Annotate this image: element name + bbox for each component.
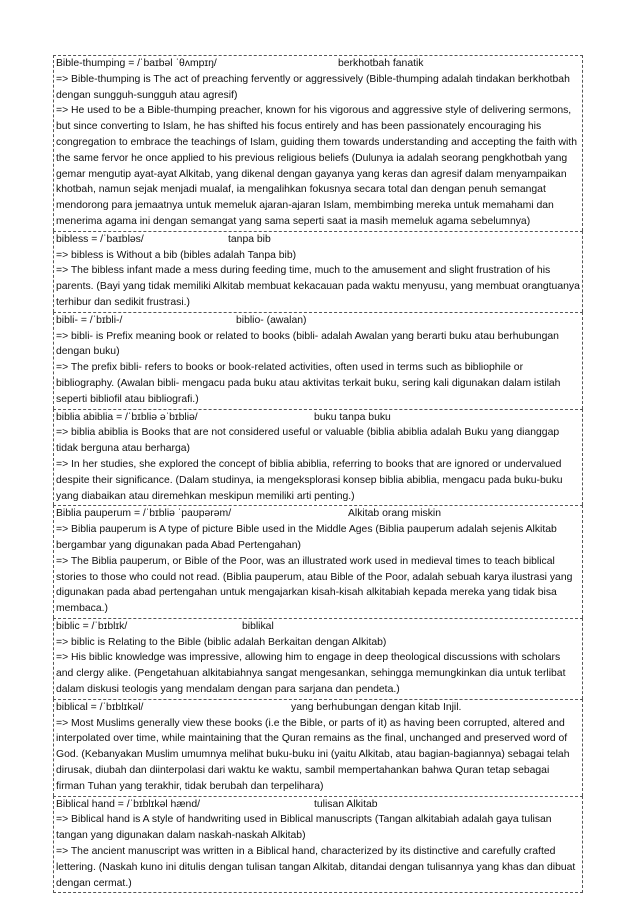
headword: biblic = /ˈbɪblɪk/: [56, 620, 128, 632]
headword: biblical = /ˈbɪblɪkəl/: [56, 701, 144, 713]
translation: biblikal: [242, 620, 274, 632]
definition: => biblic is Relating to the Bible (biblic adalah Berkaitan dengan Alkitab): [56, 636, 387, 648]
entry-header: [56, 313, 580, 329]
example: => The ancient manuscript was written in a Biblical hand, characterized by its distinctive and carefully crafted lettering. (Naskah kuno ini ditulis dengan tulisan tangan Alkitab, ditandai dengan tulisannya yang khas dan dibuat dengan cermat.): [56, 846, 576, 889]
example: => He used to be a Bible-thumping preacher, known for his vigorous and aggressive style of delivering sermons, but since converting to Islam, he has shifted his focus entirely and has been passionately encouraging his congregation to embrace the teachings of Islam, guiding them towards understanding and accepting the faith with the same fervor he once applied to his previous religious beliefs (Dulunya ia adalah seorang pengkhotbah yang gemar mengutip ayat-ayat Alkitab, yang dikenal dengan gayanya yang keras dan agresif dalam menyampaikan khotbah, namun sejak menjadi mualaf, ia mengalihkan fokusnya secara total dan dengan penuh semangat mendorong para jemaatnya untuk memeluk ajaran-ajaran Islam, membimbing mereka untuk memahami dan menerima agama ini dengan semangat yang sama seperti saat ia masih memeluk agama sebelumnya): [56, 105, 578, 227]
entry-bibli: [53, 312, 583, 409]
definition: => Bible-thumping is The act of preaching fervently or aggressively (Bible-thumping adalah tindakan berkhotbah dengan sungguh-sungguh atau agresif): [56, 73, 570, 101]
definition: => bibli- is Prefix meaning book or related to books (bibli- adalah Awalan yang berarti buku atau berhubungan dengan buku): [56, 330, 559, 358]
example: => The bibless infant made a mess during feeding time, much to the amusement and slight frustration of his parents. (Bayi yang tidak memiliki Alkitab membuat kekacauan pada waktu menyusu, yang membuat orangtuanya terhibur dan sedikit frustrasi.): [56, 265, 580, 308]
entry-header: [56, 232, 580, 248]
headword: Biblia pauperum = /ˈbɪbliə ˈpaʊpərəm/: [56, 508, 232, 520]
entry-header: [56, 700, 580, 716]
definition: => Biblia pauperum is A type of picture Bible used in the Middle Ages (Biblia pauperum adalah sejenis Alkitab bergambar yang digunakan pada Abad Pertengahan): [56, 524, 557, 551]
headword: Biblical hand = /ˈbɪblɪkəl hænd/: [56, 798, 201, 810]
definition: => bibless is Without a bib (bibles adalah Tanpa bib): [56, 249, 297, 261]
example: => Most Muslims generally view these books (i.e the Bible, or parts of it) as having been corrupted, altered and interpolated over time, while maintaining that the Quran remains as the final, unchanged and preserved word of God. (Kebanyakan Muslim umumnya melihat buku-buku ini (yaitu Alkitab, atau bagian-bagiannya) sebagai telah dirusak, diubah dan diinterpolasi dari waktu ke waktu, sambil mempertahankan bahwa Quran tetap sebagai firman Tuhan yang terakhir, tidak berubah dan terpelihara): [56, 717, 570, 792]
example: => His biblic knowledge was impressive, allowing him to engage in deep theological discussions with scholars and clergy alike. (Pengetahuan alkitabiahnya sangat mengesankan, sehingga memungkinkan dia untuk terlibat dalam diskusi teologis yang mendalam dengan para sarjana dan pendeta.): [56, 652, 566, 696]
entry-header: [56, 619, 580, 635]
entry-header: [56, 506, 580, 522]
translation: tanpa bib: [228, 233, 271, 245]
headword: biblia abiblia = /ˈbɪbliə əˈbɪbliə/: [56, 411, 198, 423]
translation: tulisan Alkitab: [314, 798, 378, 810]
entry-header: [56, 410, 580, 426]
translation: biblio- (awalan): [236, 314, 307, 326]
definition: => Biblical hand is A style of handwriting used in Biblical manuscripts (Tangan alkitabiah adalah gaya tulisan tangan yang digunakan dalam naskah-naskah Alkitab): [56, 814, 552, 842]
headword: Bible-thumping = /ˈbaɪbəl ˈθʌmpɪŋ/: [56, 58, 217, 69]
entry-biblia-abiblia: [53, 409, 583, 506]
entry-header: [56, 797, 580, 813]
translation: buku tanpa buku: [314, 411, 391, 423]
translation: Alkitab orang miskin: [348, 508, 441, 520]
definition: => biblia abiblia is Books that are not considered useful or valuable (biblia abiblia adalah Buku yang dianggap tidak berguna atau berharga): [56, 427, 560, 455]
glossary-page: [53, 55, 583, 893]
entry-biblic: [53, 618, 583, 699]
entry-header: [56, 56, 580, 72]
example: => In her studies, she explored the concept of biblia abiblia, referring to books that are ignored or undervalued despite their significance. (Dalam studinya, ia mengeksplorasi konsep biblia abiblia, mengacu pada buku-buku yang diabaikan atau diremehkan meskipun memiliki arti penting.): [56, 458, 563, 502]
example: => The prefix bibli- refers to books or book-related activities, often used in terms such as bibliophile or bibliography. (Awalan bibli- mengacu pada buku atau aktivitas terkait buku, sering kali digunakan dalam istilah seperti bibliofil atau bibliografi.): [56, 362, 561, 405]
headword: bibless = /ˈbaɪbləs/: [56, 233, 144, 245]
entry-bibless: [53, 231, 583, 312]
translation: yang berhubungan dengan kitab Injil.: [291, 701, 462, 713]
entry-biblia-pauperum: [53, 505, 583, 618]
example: => The Biblia pauperum, or Bible of the Poor, was an illustrated work used in medieval times to teach biblical stories to those who could not read. (Biblia pauperum, atau Bible of the Poor, adalah sebuah karya ilustrasi yang digunakan pada abad pertengahan untuk mengajarkan kisah-kisah alkitabiah kepada mereka yang tidak bisa membaca.): [56, 555, 573, 615]
translation: berkhotbah fanatik: [338, 58, 424, 69]
entry-biblical: [53, 699, 583, 796]
entry-biblical-hand: [53, 796, 583, 894]
headword: bibli- = /ˈbɪbli-/: [56, 314, 123, 326]
entry-bible-thumping: [53, 55, 583, 231]
